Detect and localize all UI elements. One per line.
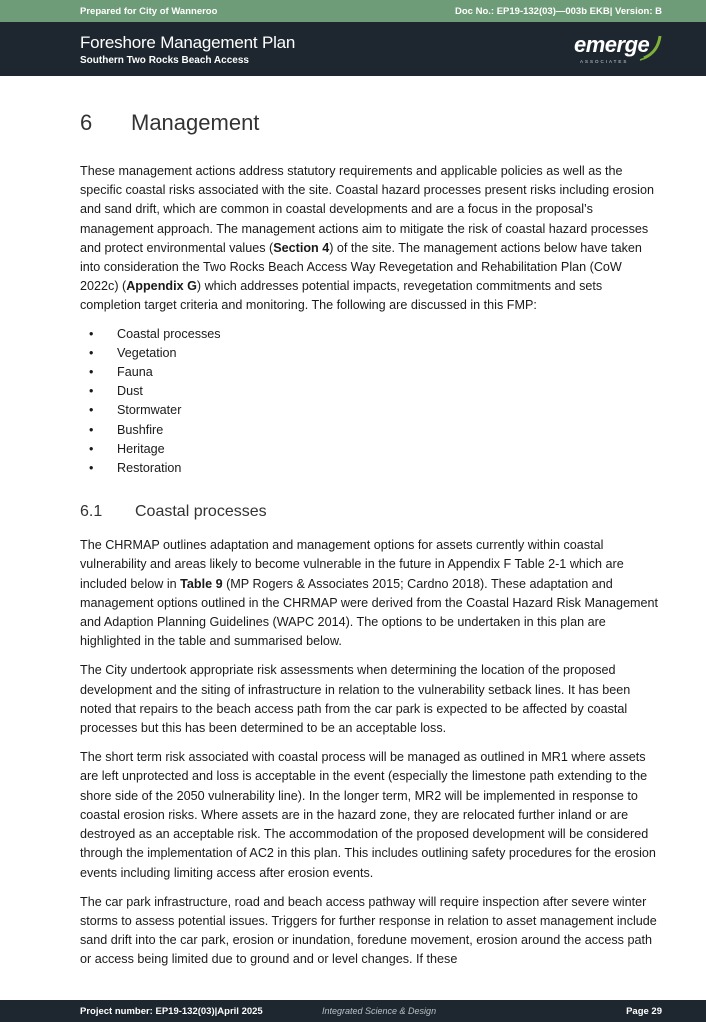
appendix-g-reference: Appendix G — [126, 279, 197, 294]
list-item: • Bushfire — [89, 422, 164, 437]
document-footer — [0, 1000, 706, 1022]
list-item: • Fauna — [89, 365, 153, 380]
short-term-risk-paragraph: The short term risk associated with coastal process will be managed as outlined in MR1 where assets are left unprotected and loss is acceptable in the event (especially the limestone path extending to the shore side of the 2050 vulnerability line). In the longer term, MR2 will be implemented in response to coastal erosion risks. Where assets are in the hazard zone, they are relocated further inland or are destroyed as an acceptable risk. The accommodation of the proposed development will be considered through the implementation of AC2 in this plan. This includes outlining safety procedures for the erosion events including limiting access after erosion events. — [80, 750, 656, 880]
section-title: Management — [131, 110, 260, 135]
list-item: • Coastal processes — [89, 326, 221, 341]
list-item: • Stormwater — [89, 403, 182, 418]
subsection-heading — [80, 500, 662, 524]
intro-paragraph — [80, 162, 662, 316]
document-number-label: Doc No.: EP19-132(03)—003b EKB| Version: B — [455, 5, 662, 17]
prepared-for-label: Prepared for City of Wanneroo — [80, 5, 218, 17]
section-heading — [80, 108, 662, 138]
project-number-label: Project number: EP19-132(03)|April 2025 — [80, 1005, 263, 1017]
document-title: Foreshore Management Plan — [80, 33, 296, 52]
list-item: • Dust — [89, 384, 143, 399]
footer-tagline: Integrated Science & Design — [322, 1006, 437, 1016]
list-item: • Restoration — [89, 461, 182, 476]
page-number: Page 29 — [626, 1005, 662, 1017]
subsection-number: 6.1 — [80, 503, 103, 521]
emerge-logo — [574, 32, 664, 66]
top-bar — [0, 0, 706, 22]
risk-assessment-paragraph: The City undertook appropriate risk assessments when determining the location of the proposed development and the siting of infrastructure in relation to the vulnerability setback lines. It has been noted that repairs to the beach access path from the car park is expected to be affected by coastal processes but this has been determined to be an acceptable loss. — [80, 663, 631, 736]
intro-text-2: ) of the site. The management actions below have taken into consideration the Two Rocks Beach Access Way Revegetation and Rehabilitation Plan (CoW 2022c) ( — [80, 240, 642, 294]
document-subtitle: Southern Two Rocks Beach Access — [80, 55, 249, 66]
intro-text-3: ) which addresses potential impacts, revegetation commitments and sets completion target criteria and monitoring. The following are discussed in this FMP: — [80, 279, 603, 313]
inspection-paragraph: The car park infrastructure, road and beach access pathway will require inspection after severe winter storms to assess potential issues. Triggers for further response in relation to asset management include sand drift into the car park, erosion or inundation, foredune movement, erosion around the access path or access being limited due to ground and or level changes. If these — [80, 894, 657, 967]
section-number: 6 — [80, 110, 93, 135]
table-9-reference: Table 9 — [180, 576, 223, 591]
chrmap-paragraph: The CHRMAP outlines adaptation and management options for assets currently within coastal vulnerability and areas likely to become vulnerable in the future in Appendix F Table 2-1 which are included below in Table 9 (MP Rogers & Associates 2015; Cardno 2018). These adaptation and management options outlined in the CHRMAP were derived from the Coastal Hazard Risk Management and Adaption Planning Guidelines (WAPC 2014). The options to be undertaken in this plan are highlighted in the table and summarised below. — [80, 538, 658, 649]
document-header — [0, 22, 706, 76]
intro-text-1: These management actions address statutory requirements and applicable policies as well as the specific coastal risks associated with the site. Coastal hazard processes present risks including erosion and sand drift, which are common in coastal developments and are a focus in the proposal’s management approach. The management actions aim to mitigate the risk of coastal hazard processes and protect environmental values ( — [80, 164, 654, 255]
logo-wordmark: emerge — [574, 32, 650, 57]
topics-list — [80, 325, 662, 479]
section-4-reference: Section 4 — [273, 240, 330, 255]
logo-tagline: ASSOCIATES — [580, 59, 629, 64]
subsection-title: Coastal processes — [135, 503, 267, 521]
page-content — [80, 108, 662, 970]
list-item: • Heritage — [89, 441, 165, 456]
list-item: • Vegetation — [89, 345, 177, 360]
